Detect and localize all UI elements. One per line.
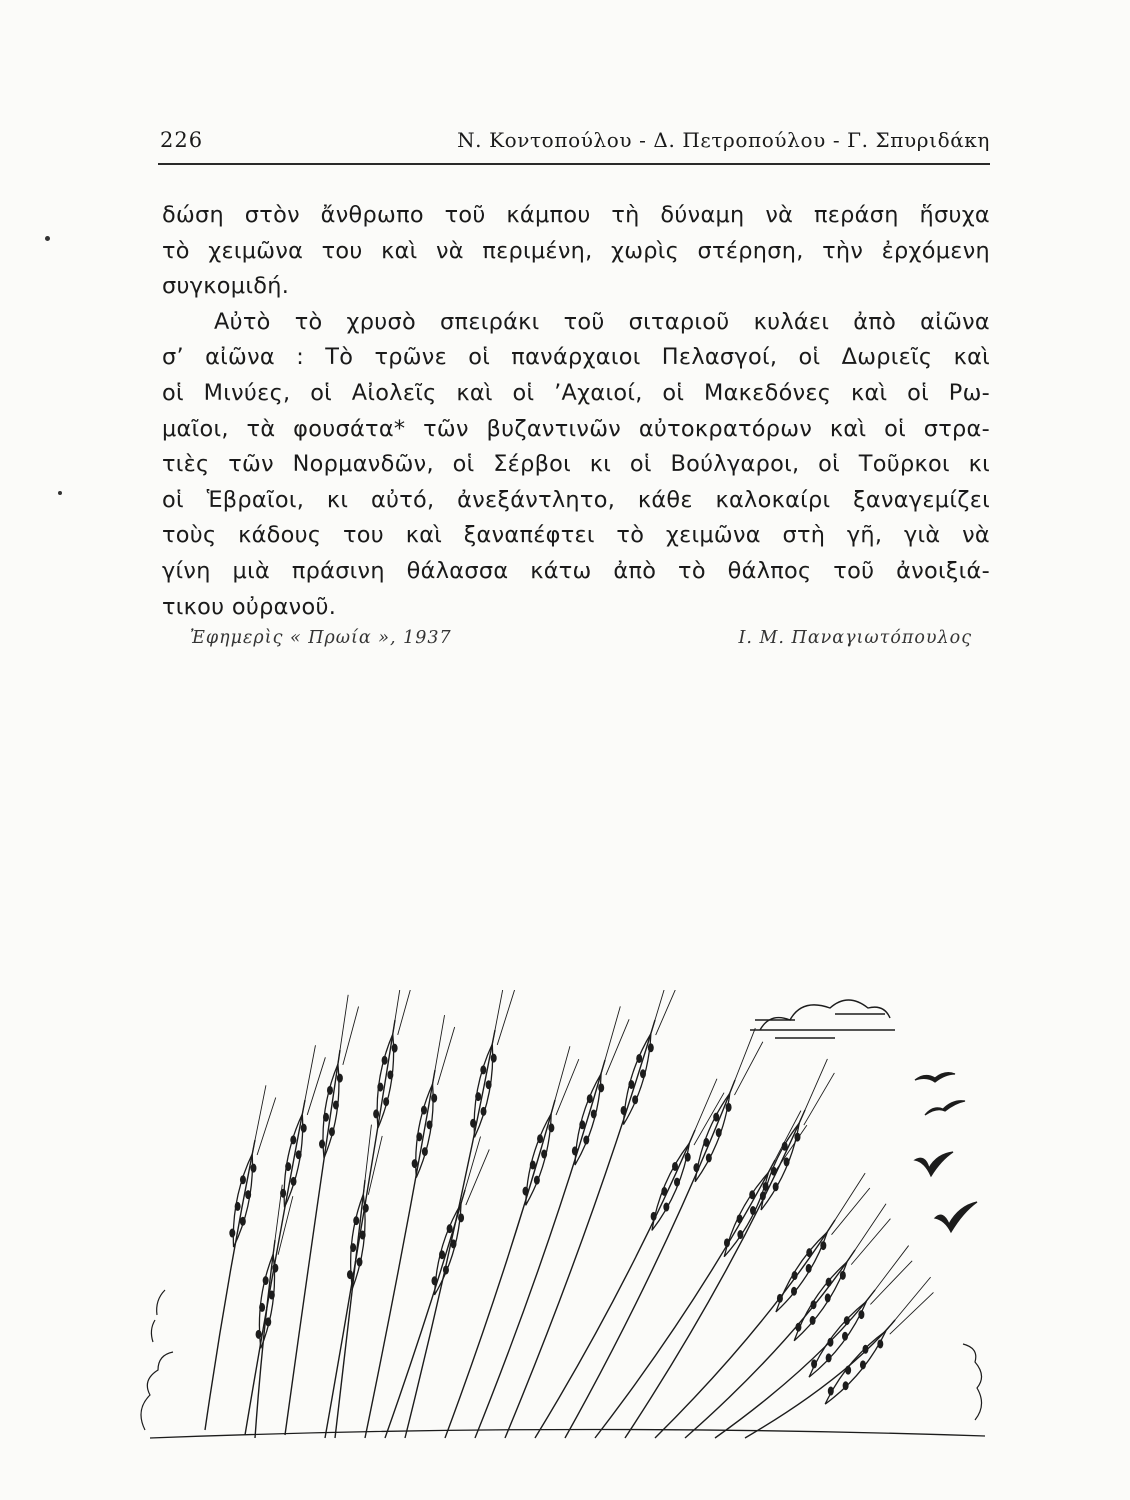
wheat-grain [749, 1190, 755, 1199]
wheat-grain [480, 1065, 486, 1074]
wheat-grain [530, 1160, 536, 1169]
wheat-stalk [365, 1070, 435, 1438]
text-line: οἱ Ἑβραῖοι, κι αὐτό, ἀνεξάντλητο, κάθε καλοκαίρι ξαναγεμίζει [162, 486, 990, 513]
text-line: τὸ χειμῶνα του καὶ νὰ περιμένη, χωρὶς στέρηση, τὴν ἐρχόμενη [162, 237, 990, 264]
wheat-grain [387, 1070, 393, 1079]
margin-mark [58, 491, 62, 495]
page-header [160, 128, 990, 160]
wheat-grain [373, 1109, 379, 1118]
wheat-grain [272, 1264, 278, 1273]
wheat-grain [862, 1345, 868, 1354]
wheat-grain [672, 1162, 678, 1171]
wheat-grain [431, 1276, 437, 1285]
wheat-grain [583, 1136, 589, 1145]
wheat-grain [651, 1212, 657, 1221]
wheat-grain [290, 1135, 296, 1144]
wheat-stalk [405, 1030, 495, 1438]
wheat-grain [591, 1109, 597, 1118]
wheat-awn [799, 1059, 834, 1125]
wheat-grain [416, 1132, 422, 1141]
wheat-grain [632, 1095, 638, 1104]
wheat-grain [350, 1243, 356, 1252]
wheat-grain [826, 1353, 832, 1362]
running-head-authors: Ν. Κοντοπούλου - Δ. Πετροπούλου - Γ. Σπυριδάκη [457, 128, 990, 152]
wheat-ear [825, 1331, 886, 1404]
wheat-grain [674, 1178, 680, 1187]
wheat-grain [860, 1360, 866, 1369]
wheat-grain [382, 1056, 388, 1065]
wheat-grain [291, 1177, 297, 1186]
wheat-grain [285, 1162, 291, 1171]
wheat-grain [648, 1043, 654, 1052]
cloud-icon [750, 1000, 895, 1038]
text-line: μαῖοι, τὰ φουσάτα* τῶν βυζαντινῶν αὐτοκρατόρων καὶ οἱ στρα- [162, 415, 990, 442]
wheat-grain [806, 1264, 812, 1273]
source-author: Ι. Μ. Παναγιωτόπουλος [738, 628, 972, 648]
wheat-grain [256, 1330, 262, 1339]
wheat-grain [427, 1120, 433, 1129]
wheat-grain [636, 1054, 642, 1063]
wheat-grain [737, 1214, 743, 1223]
wheat-grain [356, 1258, 362, 1267]
wheat-awn [866, 1246, 912, 1305]
wheat-grain [422, 1147, 428, 1156]
wheat-awn [461, 1136, 489, 1205]
wheat-grain [229, 1229, 235, 1238]
wheat-grain [439, 1250, 445, 1259]
wheat-grain [475, 1092, 481, 1101]
wheat-awn [551, 1046, 579, 1115]
wheat-grain [724, 1238, 730, 1247]
wheat-awn [252, 1085, 276, 1155]
wheat-grain [877, 1339, 883, 1348]
wheat-grain [794, 1133, 800, 1142]
wheat-grain [323, 1113, 329, 1122]
wheat-grain [810, 1316, 816, 1325]
body-text [162, 198, 990, 625]
wheat-grain [784, 1157, 790, 1166]
wheat-stalk [535, 1130, 695, 1438]
wheat-grain [537, 1134, 543, 1143]
wheat-grain [235, 1202, 241, 1211]
wheat-grain [598, 1083, 604, 1092]
wheat-grain [640, 1069, 646, 1078]
text-line: τικου οὐρανοῦ. [162, 593, 337, 620]
wheat-grain [685, 1153, 691, 1162]
wheat-grain [661, 1187, 667, 1196]
wheat-grain [392, 1044, 398, 1053]
wheat-grain [337, 1074, 343, 1083]
wheat-awn [601, 1006, 629, 1075]
wheat-grain [811, 1359, 817, 1368]
wheat-grain [301, 1124, 307, 1133]
wheat-grain [587, 1094, 593, 1103]
text-line: σ’ αἰῶνα : Τὸ τρῶνε οἱ πανάρχαιοι Πελασγοί, οἱ Δωριεῖς καὶ [162, 344, 990, 371]
wheat-grain [706, 1153, 712, 1162]
text-line: τοὺς κάδους του καὶ ξαναπέφτει τὸ χειμῶνα στὴ γῆ, γιὰ νὰ [162, 522, 990, 549]
wheat-grain [360, 1231, 366, 1240]
wheat-grain [843, 1381, 849, 1390]
page-number: 226 [160, 128, 204, 152]
wheat-grain [842, 1332, 848, 1341]
wheat-grain [826, 1278, 832, 1287]
wheat-grain [333, 1100, 339, 1109]
wheat-grain [363, 1204, 369, 1213]
wheat-awn [730, 1028, 763, 1095]
wheat-stalk [255, 1240, 275, 1438]
source-attribution [190, 628, 972, 658]
wheat-grain [806, 1248, 812, 1257]
wheat-grain [383, 1097, 389, 1106]
wheat-awn [433, 1015, 455, 1085]
wheat-grain [621, 1106, 627, 1115]
wheat-grain [777, 1294, 783, 1303]
text-line: οἱ Μινύες, οἱ Αἰολεῖς καὶ οἱ ’Αχαιοί, οἱ Μακεδόνες καὶ οἱ Ρω- [162, 379, 990, 406]
wheat-ear [809, 1301, 866, 1377]
wheat-grain [470, 1119, 476, 1128]
wheat-grain [795, 1323, 801, 1332]
wheat-ears [229, 990, 933, 1404]
wheat-grain [329, 1127, 335, 1136]
text-line: γίνη μιὰ πράσινη θάλασσα κάτω ἀπὸ τὸ θάλπος τοῦ ἀνοιξιά- [162, 557, 990, 584]
wheat-grain [663, 1203, 669, 1212]
wheat-awn [886, 1277, 934, 1334]
wheat-grain [792, 1271, 798, 1280]
wheat-grain [245, 1190, 251, 1199]
wheat-grain [737, 1230, 743, 1239]
wheat-grain [240, 1217, 246, 1226]
wheat-grain [716, 1128, 722, 1137]
wheat-illustration [135, 990, 1015, 1450]
wheat-grain [628, 1080, 634, 1089]
wheat-grain [541, 1150, 547, 1159]
wheat-grain [782, 1142, 788, 1151]
wheat-grain [548, 1123, 554, 1132]
wheat-stalk [205, 1140, 255, 1430]
wheat-grain [791, 1287, 797, 1296]
wheat-grain [811, 1300, 817, 1309]
wheat-awn [302, 1045, 325, 1115]
bird-icons [915, 1073, 977, 1232]
wheat-grain [820, 1241, 826, 1250]
wheat-stalk [745, 1320, 895, 1438]
wheat-grain [265, 1317, 271, 1326]
text-line: συγκομιδή. [162, 273, 290, 300]
text-line: Αὐτὸ τὸ χρυσὸ σπειράκι τοῦ σιταριοῦ κυλάει ἀπὸ αἰῶνα [214, 308, 990, 335]
wheat-grain [319, 1140, 325, 1149]
wheat-grain [259, 1303, 265, 1312]
wheat-grain [431, 1094, 437, 1103]
wheat-stalk [565, 1080, 735, 1438]
wheat-grain [840, 1271, 846, 1280]
wheat-stalk [335, 1180, 365, 1438]
wheat-awn [651, 990, 680, 1035]
wheat-grain [579, 1120, 585, 1129]
wheat-grain [296, 1150, 302, 1159]
wheat-grain [421, 1106, 427, 1115]
header-divider [158, 163, 990, 165]
margin-mark [45, 236, 50, 241]
wheat-grain [827, 1338, 833, 1347]
wheat-grain [828, 1387, 834, 1396]
wheat-stalk [385, 1190, 465, 1438]
wheat-grain [703, 1138, 709, 1147]
wheat-grain [750, 1206, 756, 1215]
wheat-grain [844, 1316, 850, 1325]
text-line: δώση στὸν ἄνθρωπο τοῦ κάμπου τὴ δύναμη νὰ περάση ἥσυχα [162, 202, 990, 228]
wheat-grain [443, 1265, 449, 1274]
wheat-grain [760, 1191, 766, 1200]
wheat-grain [250, 1164, 256, 1173]
wheat-awn [393, 990, 414, 1035]
wheat-grain [481, 1107, 487, 1116]
wheat-stalk [595, 1160, 775, 1438]
wheat-stalk [285, 1050, 340, 1435]
wheat-grain [572, 1146, 578, 1155]
wheat-grain [412, 1159, 418, 1168]
wheat-grain [825, 1293, 831, 1302]
text-line: τιὲς τῶν Νορμανδῶν, οἱ Σέρβοι κι οἱ Βούλγαροι, οἱ Τοῦρκοι κι [162, 451, 990, 478]
wheat-grain [773, 1182, 779, 1191]
wheat-grain [447, 1224, 453, 1233]
wheat-awn [492, 990, 515, 1045]
wheat-awn [847, 1204, 890, 1265]
wheat-grain [858, 1310, 864, 1319]
wheat-grain [269, 1291, 275, 1300]
wheat-grain [240, 1175, 246, 1184]
wheat-grain [713, 1113, 719, 1122]
wheat-grain [486, 1080, 492, 1089]
wheat-grain [693, 1163, 699, 1172]
wheat-grain [327, 1086, 333, 1095]
wheat-grain [771, 1167, 777, 1176]
wheat-grain [451, 1239, 457, 1248]
wheat-grain [726, 1103, 732, 1112]
wheat-grain [458, 1213, 464, 1222]
wheat-awn [827, 1173, 870, 1235]
wheat-grain [263, 1276, 269, 1285]
wheat-grain [845, 1366, 851, 1375]
wheat-grain [523, 1187, 529, 1196]
wheat-grain [353, 1216, 359, 1225]
wheat-stalk [475, 1060, 605, 1438]
wheat-grain [491, 1054, 497, 1063]
wheat-grain [534, 1176, 540, 1185]
source-publication: Ἐφημερὶς « Πρωία », 1937 [190, 628, 452, 648]
wheat-awn [338, 995, 359, 1065]
wheat-grain [347, 1270, 353, 1279]
wheat-grain [377, 1083, 383, 1092]
